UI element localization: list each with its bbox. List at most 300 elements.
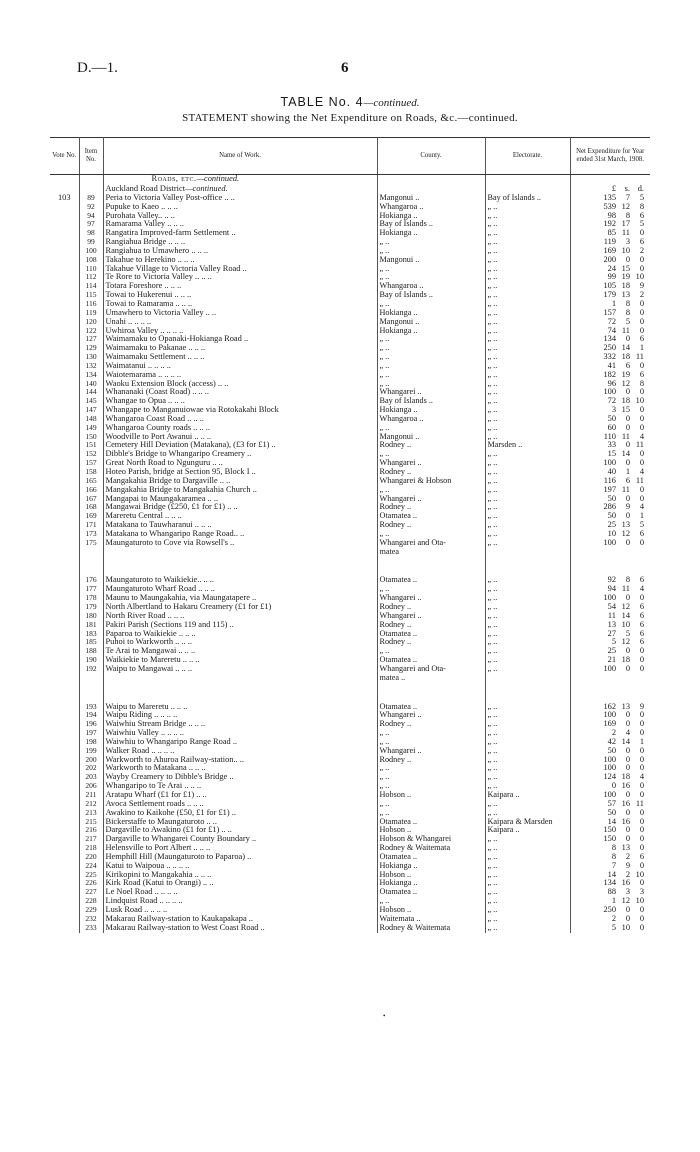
table-row <box>50 344 650 353</box>
net-expenditure <box>570 273 650 282</box>
expenditure-table-container <box>50 137 650 999</box>
item-number: 119 <box>79 309 103 318</box>
shillings: 11 <box>621 585 630 594</box>
county: „ .. <box>377 335 485 344</box>
shillings: 0 <box>625 711 630 720</box>
pence: 0 <box>639 764 644 773</box>
vote-number <box>50 441 79 450</box>
item-number: 147 <box>79 406 103 415</box>
pounds: 119 <box>603 238 616 247</box>
county: „ .. <box>377 764 485 773</box>
electorate: „ .. <box>485 585 570 594</box>
shillings: 0 <box>625 335 630 344</box>
item-number: 145 <box>79 397 103 406</box>
shillings: 12 <box>621 202 630 211</box>
item-number: 108 <box>79 256 103 265</box>
item-number: 179 <box>79 603 103 612</box>
county: „ .. <box>377 300 485 309</box>
pounds: 162 <box>603 702 616 711</box>
net-expenditure <box>570 862 650 871</box>
vote-number <box>50 782 79 791</box>
net-expenditure <box>570 915 650 924</box>
net-expenditure <box>570 477 650 486</box>
work-name: Lusk Road .. .. .. .. <box>103 906 377 915</box>
item-number: 130 <box>79 353 103 362</box>
vote-number: 103 <box>50 194 79 203</box>
pence: 0 <box>639 729 644 738</box>
county: Hokianga .. <box>377 229 485 238</box>
pounds: 134 <box>603 879 616 888</box>
vote-number <box>50 924 79 933</box>
shillings: 12 <box>621 379 630 388</box>
pounds: 200 <box>603 255 616 264</box>
item-number: 116 <box>79 300 103 309</box>
pounds: 105 <box>603 282 616 291</box>
shillings: 10 <box>621 923 630 932</box>
electorate <box>485 548 570 557</box>
item-number: 97 <box>79 220 103 229</box>
table-title-suffix: —continued. <box>363 97 420 109</box>
pence: 6 <box>639 629 644 638</box>
work-name: Mangawai Bridge (£250, £1 for £1) .. .. <box>103 503 377 512</box>
work-name: Puhoi to Warkworth .. .. .. <box>103 638 377 647</box>
vote-number <box>50 273 79 282</box>
table-row <box>50 362 650 371</box>
work-name: Waiwhiu Valley .. .. .. .. <box>103 729 377 738</box>
net-expenditure <box>570 291 650 300</box>
item-number: 181 <box>79 621 103 630</box>
electorate: „ .. <box>485 897 570 906</box>
pence: 5 <box>639 193 644 202</box>
county: Otamatea .. <box>377 576 485 585</box>
table-title-main: TABLE No. 4 <box>280 95 364 109</box>
pence: 6 <box>639 238 644 247</box>
shillings: 0 <box>625 414 630 423</box>
county: Bay of Islands .. <box>377 397 485 406</box>
work-name: Dargaville to Awakino (£1 for £1) .. .. <box>103 826 377 835</box>
item-number: 165 <box>79 477 103 486</box>
vote-number <box>50 711 79 720</box>
electorate: „ .. <box>485 212 570 221</box>
shillings: 0 <box>625 835 630 844</box>
net-expenditure <box>570 388 650 397</box>
pounds: 41 <box>607 361 616 370</box>
pounds: 94 <box>607 585 616 594</box>
shillings: 11 <box>621 229 630 238</box>
vote-number <box>50 256 79 265</box>
table-header-row <box>50 138 650 175</box>
electorate: „ .. <box>485 539 570 548</box>
item-number: 194 <box>79 711 103 720</box>
vote-number <box>50 576 79 585</box>
net-expenditure <box>570 594 650 603</box>
section-heading: Roads, etc.—continued. <box>103 175 377 184</box>
county: Hobson .. <box>377 871 485 880</box>
electorate: „ .. <box>485 309 570 318</box>
shillings: 0 <box>625 388 630 397</box>
vote-number <box>50 247 79 256</box>
work-name: Hemphill Hill (Maungaturoto to Paparoa) .. <box>103 853 377 862</box>
shillings: 0 <box>625 441 630 450</box>
shillings: 15 <box>621 264 630 273</box>
vote-number <box>50 548 79 557</box>
page-number: 6 <box>341 60 349 76</box>
item-number: 167 <box>79 495 103 504</box>
shillings: 12 <box>621 529 630 538</box>
page-mark: • <box>383 1012 386 1020</box>
electorate: „ .. <box>485 353 570 362</box>
county: Whangarei .. <box>377 612 485 621</box>
pence: 0 <box>639 755 644 764</box>
shillings: 8 <box>625 211 630 220</box>
pounds: 100 <box>603 664 616 673</box>
electorate: „ .. <box>485 512 570 521</box>
county: Rodney .. <box>377 503 485 512</box>
pounds: 50 <box>607 746 616 755</box>
net-expenditure <box>570 327 650 336</box>
county: „ .. <box>377 424 485 433</box>
shillings: 18 <box>621 397 630 406</box>
pence: 0 <box>639 494 644 503</box>
net-expenditure <box>570 897 650 906</box>
work-name: Whangaroa County roads .. .. .. <box>103 424 377 433</box>
county: Whangarei .. <box>377 747 485 756</box>
work-name: North River Road .. .. .. <box>103 612 377 621</box>
table-row <box>50 791 650 800</box>
pounds: 134 <box>603 335 616 344</box>
pence: 0 <box>639 361 644 370</box>
pounds: 42 <box>607 737 616 746</box>
section-heading-row <box>50 175 650 184</box>
table-row <box>50 220 650 229</box>
item-number: 227 <box>79 888 103 897</box>
electorate: „ .. <box>485 415 570 424</box>
pence: 1 <box>639 512 644 521</box>
vote-number <box>50 371 79 380</box>
table-row <box>50 388 650 397</box>
shillings: 11 <box>621 432 630 441</box>
shillings: 8 <box>625 308 630 317</box>
table-row <box>50 800 650 809</box>
work-name: Whangaroa Coast Road .. .. .. <box>103 415 377 424</box>
pounds: 85 <box>607 229 616 238</box>
work-name: Makarau Railway-station to Kaukapakapa .. <box>103 915 377 924</box>
county: „ .. <box>377 238 485 247</box>
table-row <box>50 503 650 512</box>
item-number: 177 <box>79 585 103 594</box>
table-row <box>50 282 650 291</box>
pounds: 332 <box>603 353 616 362</box>
table-row <box>50 318 650 327</box>
pounds: 1 <box>611 299 616 308</box>
vote-number <box>50 585 79 594</box>
county: Hokianga .. <box>377 309 485 318</box>
pence: 0 <box>639 664 644 673</box>
pence: 0 <box>639 255 644 264</box>
pence: 0 <box>639 264 644 273</box>
work-name: Maungaturoto to Cove via Rowsell's .. <box>103 539 377 548</box>
work-name: Woodville to Port Awanui .. .. .. <box>103 433 377 442</box>
electorate: „ .. <box>485 773 570 782</box>
net-expenditure <box>570 888 650 897</box>
work-name: Dibble's Bridge to Whangaripo Creamery .. <box>103 450 377 459</box>
shillings: 5 <box>625 629 630 638</box>
pounds: 3 <box>611 406 616 415</box>
electorate: „ .. <box>485 265 570 274</box>
electorate: „ .. <box>485 327 570 336</box>
net-expenditure <box>570 247 650 256</box>
table-row <box>50 720 650 729</box>
table-row <box>50 879 650 888</box>
table-row <box>50 203 650 212</box>
net-expenditure <box>570 220 650 229</box>
pounds: 27 <box>607 629 616 638</box>
net-expenditure <box>570 809 650 818</box>
item-number: 226 <box>79 879 103 888</box>
electorate: „ .. <box>485 612 570 621</box>
net-expenditure <box>570 282 650 291</box>
work-name: Rangatira Improved-farm Settlement .. <box>103 229 377 238</box>
vote-number <box>50 621 79 630</box>
net-expenditure <box>570 630 650 639</box>
pounds: 0 <box>611 782 616 791</box>
county: Whangarei & Hobson <box>377 477 485 486</box>
pence: 0 <box>639 826 644 835</box>
shillings: 19 <box>621 370 630 379</box>
table-row <box>50 512 650 521</box>
electorate: „ .. <box>485 764 570 773</box>
shillings: 3 <box>625 888 630 897</box>
work-name: North Albertland to Hakaru Creamery (£1 for £1) <box>103 603 377 612</box>
net-expenditure <box>570 495 650 504</box>
net-expenditure <box>570 486 650 495</box>
work-name: Cemetery Hill Deviation (Matakana), (£3 for £1) .. <box>103 441 377 450</box>
pence: 0 <box>639 406 644 415</box>
district-heading-row <box>50 184 650 194</box>
item-number: 98 <box>79 229 103 238</box>
item-number: 120 <box>79 318 103 327</box>
work-name: Makarau Railway-station to West Coast Road .. <box>103 924 377 933</box>
county: Rodney .. <box>377 468 485 477</box>
vote-number <box>50 888 79 897</box>
table-row <box>50 782 650 791</box>
county: „ .. <box>377 729 485 738</box>
vote-number <box>50 530 79 539</box>
pence: 6 <box>639 370 644 379</box>
pence: 1 <box>639 344 644 353</box>
table-row <box>50 433 650 442</box>
table-row <box>50 441 650 450</box>
county: „ .. <box>377 247 485 256</box>
work-name: Wayby Creamery to Dibble's Bridge .. <box>103 773 377 782</box>
vote-number <box>50 809 79 818</box>
table-row <box>50 711 650 720</box>
work-name: Maungaturoto to Waikiekie.. .. .. <box>103 576 377 585</box>
work-name: Waipu Riding .. .. .. .. <box>103 711 377 720</box>
vote-number <box>50 318 79 327</box>
pence: 6 <box>639 576 644 585</box>
vote-number <box>50 327 79 336</box>
net-expenditure <box>570 844 650 853</box>
table-row <box>50 327 650 336</box>
item-number: 220 <box>79 853 103 862</box>
work-name: Bickerstaffe to Maungaturoto .. .. <box>103 818 377 827</box>
shillings: 0 <box>625 826 630 835</box>
net-expenditure <box>570 344 650 353</box>
electorate: „ .. <box>485 486 570 495</box>
shillings: 0 <box>625 538 630 547</box>
table-row <box>50 273 650 282</box>
shillings: 11 <box>621 485 630 494</box>
pence: 6 <box>639 529 644 538</box>
pence: 10 <box>635 273 644 282</box>
vote-number <box>50 380 79 389</box>
pounds: 100 <box>603 711 616 720</box>
shillings: 9 <box>625 861 630 870</box>
electorate: „ .. <box>485 720 570 729</box>
net-expenditure <box>570 747 650 756</box>
work-name: Rangiahua Bridge .. .. .. <box>103 238 377 247</box>
work-name: Whananaki (Coast Road) .. .. .. <box>103 388 377 397</box>
electorate: „ .. <box>485 318 570 327</box>
item-number: 188 <box>79 647 103 656</box>
pence: 0 <box>639 923 644 932</box>
table-row <box>50 897 650 906</box>
net-expenditure <box>570 729 650 738</box>
item-number: 115 <box>79 291 103 300</box>
work-name: Matakana to Whangaripo Range Road.. .. <box>103 530 377 539</box>
net-expenditure <box>570 530 650 539</box>
net-expenditure <box>570 406 650 415</box>
vote-number <box>50 915 79 924</box>
electorate: „ .. <box>485 756 570 765</box>
net-expenditure <box>570 871 650 880</box>
item-number: 171 <box>79 521 103 530</box>
electorate: „ .. <box>485 459 570 468</box>
item-number: 134 <box>79 371 103 380</box>
pence: 0 <box>639 485 644 494</box>
work-name: Waikiekie to Mareretu .. .. .. <box>103 656 377 665</box>
electorate: „ .. <box>485 576 570 585</box>
county: Otamatea .. <box>377 630 485 639</box>
vote-number <box>50 309 79 318</box>
electorate: „ .. <box>485 503 570 512</box>
pounds: 50 <box>607 512 616 521</box>
pence: 11 <box>635 353 644 362</box>
county: Whangaroa .. <box>377 203 485 212</box>
work-name: Waoku Extension Block (access) .. .. <box>103 380 377 389</box>
currency-units: £ s. d. <box>611 184 644 193</box>
pence: 0 <box>639 450 644 459</box>
work-name: Uwhiroa Valley .. .. .. .. <box>103 327 377 336</box>
item-number: 200 <box>79 756 103 765</box>
pounds: 99 <box>607 273 616 282</box>
item-number: 176 <box>79 576 103 585</box>
vote-number <box>50 495 79 504</box>
county: Whangarei .. <box>377 594 485 603</box>
work-name: Unahi .. .. .. .. <box>103 318 377 327</box>
work-name: Walker Road .. .. .. .. <box>103 747 377 756</box>
vote-number <box>50 612 79 621</box>
vote-number <box>50 703 79 712</box>
vote-number <box>50 388 79 397</box>
pence: 0 <box>639 317 644 326</box>
table-row <box>50 638 650 647</box>
vote-number <box>50 756 79 765</box>
county: „ .. <box>377 782 485 791</box>
item-number: 148 <box>79 415 103 424</box>
item-number: 132 <box>79 362 103 371</box>
electorate: „ .. <box>485 468 570 477</box>
shillings: 0 <box>625 255 630 264</box>
net-expenditure <box>570 265 650 274</box>
net-expenditure <box>570 782 650 791</box>
pounds: 116 <box>603 476 616 485</box>
net-expenditure <box>570 703 650 712</box>
item-number: 169 <box>79 512 103 521</box>
pounds: 74 <box>607 326 616 335</box>
work-name: Kirikopini to Mangakahia .. .. .. <box>103 871 377 880</box>
table-row <box>50 291 650 300</box>
pounds: 110 <box>603 432 616 441</box>
pounds: 15 <box>607 450 616 459</box>
table-row <box>50 521 650 530</box>
item-number: 190 <box>79 656 103 665</box>
work-name: Great North Road to Ngunguru .. .. <box>103 459 377 468</box>
vote-number <box>50 844 79 853</box>
work-name: Towai to Hukerenui .. .. .. <box>103 291 377 300</box>
table-row <box>50 548 650 557</box>
work-name: Waimamaku to Opanaki-Hokianga Road .. <box>103 335 377 344</box>
pounds: 150 <box>603 826 616 835</box>
net-expenditure <box>570 647 650 656</box>
pounds: 100 <box>603 538 616 547</box>
item-number: 233 <box>79 924 103 933</box>
shillings: 14 <box>621 344 630 353</box>
work-name: Pakiri Parish (Sections 119 and 115) .. <box>103 621 377 630</box>
pounds: 14 <box>607 870 616 879</box>
work-name: Waipu to Mareretu .. .. .. <box>103 703 377 712</box>
work-name: Te Rore to Victoria Valley .. .. .. <box>103 273 377 282</box>
pounds: 192 <box>603 220 616 229</box>
work-name: Paparoa to Waikiekie .. .. .. <box>103 630 377 639</box>
shillings: 18 <box>621 353 630 362</box>
shillings: 0 <box>625 764 630 773</box>
electorate: „ .. <box>485 800 570 809</box>
pence: 6 <box>639 211 644 220</box>
shillings: 14 <box>621 450 630 459</box>
pounds: 157 <box>603 308 616 317</box>
pence: 0 <box>639 905 644 914</box>
vote-number <box>50 818 79 827</box>
net-expenditure <box>570 424 650 433</box>
pence: 6 <box>639 602 644 611</box>
electorate: „ .. <box>485 521 570 530</box>
electorate: „ .. <box>485 371 570 380</box>
county: Whangarei and Ota- <box>377 665 485 674</box>
vote-number <box>50 738 79 747</box>
vote-number <box>50 486 79 495</box>
shillings: 14 <box>621 737 630 746</box>
work-name: Mangapai to Maungakaramea .. .. <box>103 495 377 504</box>
electorate: „ .. <box>485 594 570 603</box>
work-name: Lindquist Road .. .. .. .. <box>103 897 377 906</box>
electorate: „ .. <box>485 603 570 612</box>
county: matea <box>377 548 485 557</box>
shillings: 13 <box>621 521 630 530</box>
electorate: „ .. <box>485 809 570 818</box>
electorate: „ .. <box>485 220 570 229</box>
